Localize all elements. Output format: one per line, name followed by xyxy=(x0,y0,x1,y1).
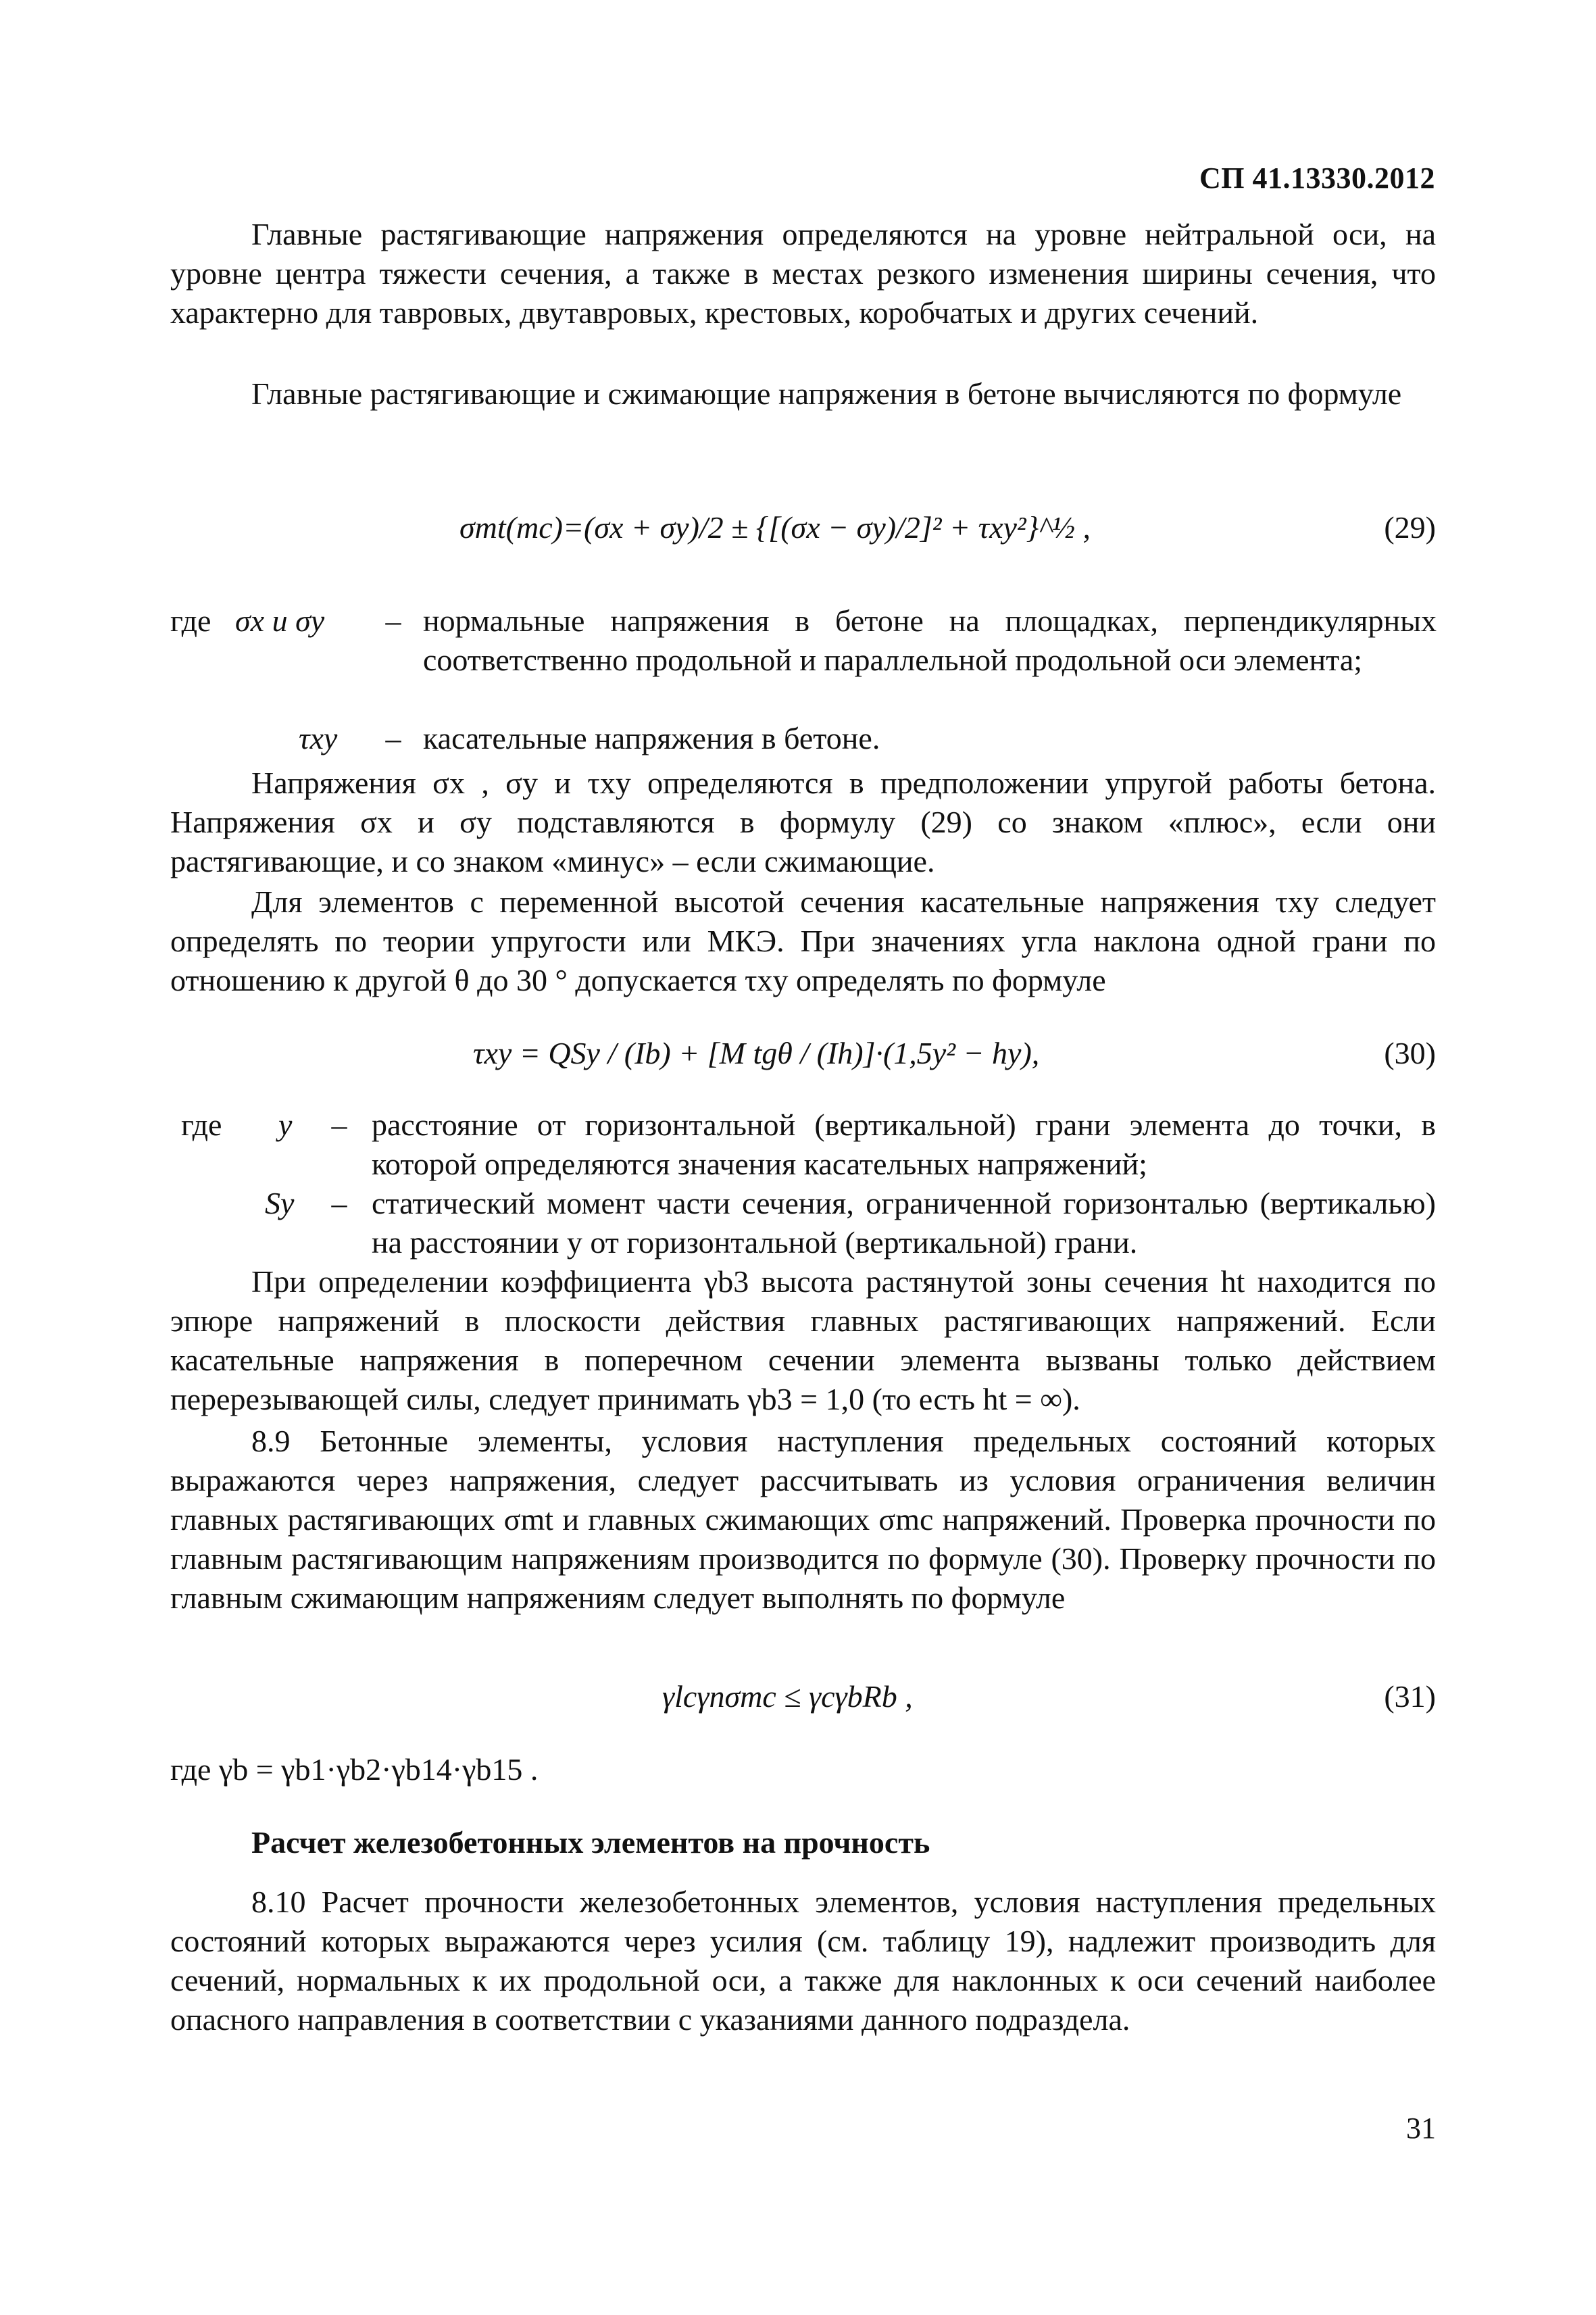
definition-symbol: τxy xyxy=(299,721,338,755)
equation-number-31: (31) xyxy=(1384,1679,1436,1714)
definition-dash: – xyxy=(331,1186,347,1220)
definition-lead: где xyxy=(181,1107,222,1142)
formula-31: γlcγnσmc ≤ γcγbRb , xyxy=(662,1679,913,1714)
equation-number-29: (29) xyxy=(1384,510,1436,545)
paragraph-formula-intro: Главные растягивающие и сжимающие напряжения в бетоне вычисляются по формуле xyxy=(251,376,1402,411)
definition-dash: – xyxy=(385,603,401,638)
paragraph-8-10-reinforced-concrete: 8.10 Расчет прочности железобетонных элементов, условия наступления предельных состояний которых выражаются через усилия (см. таблицу 19), надлежит производить для сечений, нормальных к их продольной оси, а также для наклонных к оси сечений наиболее опасного направления в соответствии с указаниями данного подраздела. xyxy=(170,1885,1436,2037)
definition-dash: – xyxy=(331,1107,347,1142)
definition-symbol: σx и σy xyxy=(235,603,325,638)
definition-text: расстояние от горизонтальной (вертикальной) грани элемента до точки, в которой определяются значения касательных напряжений; xyxy=(372,1107,1436,1181)
paragraph-principal-tensile-stresses: Главные растягивающие напряжения определяются на уровне нейтральной оси, на уровне центра тяжести сечения, а также в местах резкого изменения ширины сечения, что характерно для тавровых, двутавровых, крестовых, коробчатых и других сечений. xyxy=(170,217,1436,330)
definition-symbol: Sy xyxy=(265,1186,295,1220)
definition-symbol: y xyxy=(278,1107,293,1142)
definition-text: касательные напряжения в бетоне. xyxy=(423,721,880,755)
formula-30: τxy = QSy / (Ib) + [M tgθ / (Ih)]·(1,5y² − hy), xyxy=(473,1036,1040,1070)
definition-text: статический момент части сечения, ограниченной горизонталью (вертикалью) на расстоянии y от горизонтальной (вертикальной) грани. xyxy=(372,1186,1436,1260)
gamma-b-definition: где γb = γb1·γb2·γb14·γb15 . xyxy=(170,1752,539,1787)
paragraph-coefficient-gamma-b3: При определении коэффициента γb3 высота растянутой зоны сечения ht находится по эпюре напряжений в плоскости действия главных растягивающих напряжений. Если касательные напряжения в поперечном сечении элемента вызваны только действием перерезывающей силы, следует принимать γb3 = 1,0 (то есть ht = ∞). xyxy=(170,1264,1436,1416)
equation-number-30: (30) xyxy=(1384,1036,1436,1070)
document-code-header: СП 41.13330.2012 xyxy=(1199,161,1435,195)
paragraph-8-9-concrete-elements: 8.9 Бетонные элементы, условия наступления предельных состояний которых выражаются через напряжения, следует рассчитывать из условия ограничения величин главных растягивающих σmt и главных сжимающих σmc напряжений. Проверка прочности по главным растягивающим напряжениям производится по формуле (30). Проверку прочности по главным сжимающим напряжениям следует выполнять по формуле xyxy=(170,1424,1436,1615)
paragraph-variable-height-elements: Для элементов с переменной высотой сечения касательные напряжения τxy следует определять по теории упругости или МКЭ. При значениях угла наклона одной грани по отношению к другой θ до 30 ° допускается τxy определять по формуле xyxy=(170,885,1436,997)
formula-29: σmt(mc)=(σx + σy)/2 ± {[(σx − σy)/2]² + τxy²}^½ , xyxy=(459,510,1091,545)
definition-lead: где xyxy=(170,603,211,638)
definition-text: нормальные напряжения в бетоне на площадках, перпендикулярных соответственно продольной и параллельной продольной оси элемента; xyxy=(423,603,1437,677)
definition-dash: – xyxy=(385,721,401,755)
section-title: Расчет железобетонных элементов на прочность xyxy=(251,1825,930,1860)
paragraph-stresses-assumption: Напряжения σx , σy и τxy определяются в предположении упругой работы бетона. Напряжения σx и σy подставляются в формулу (29) со знаком «плюс», если они растягивающие, и со знаком «минус» – если сжимающие. xyxy=(170,766,1436,878)
page-number: 31 xyxy=(1406,2112,1436,2145)
